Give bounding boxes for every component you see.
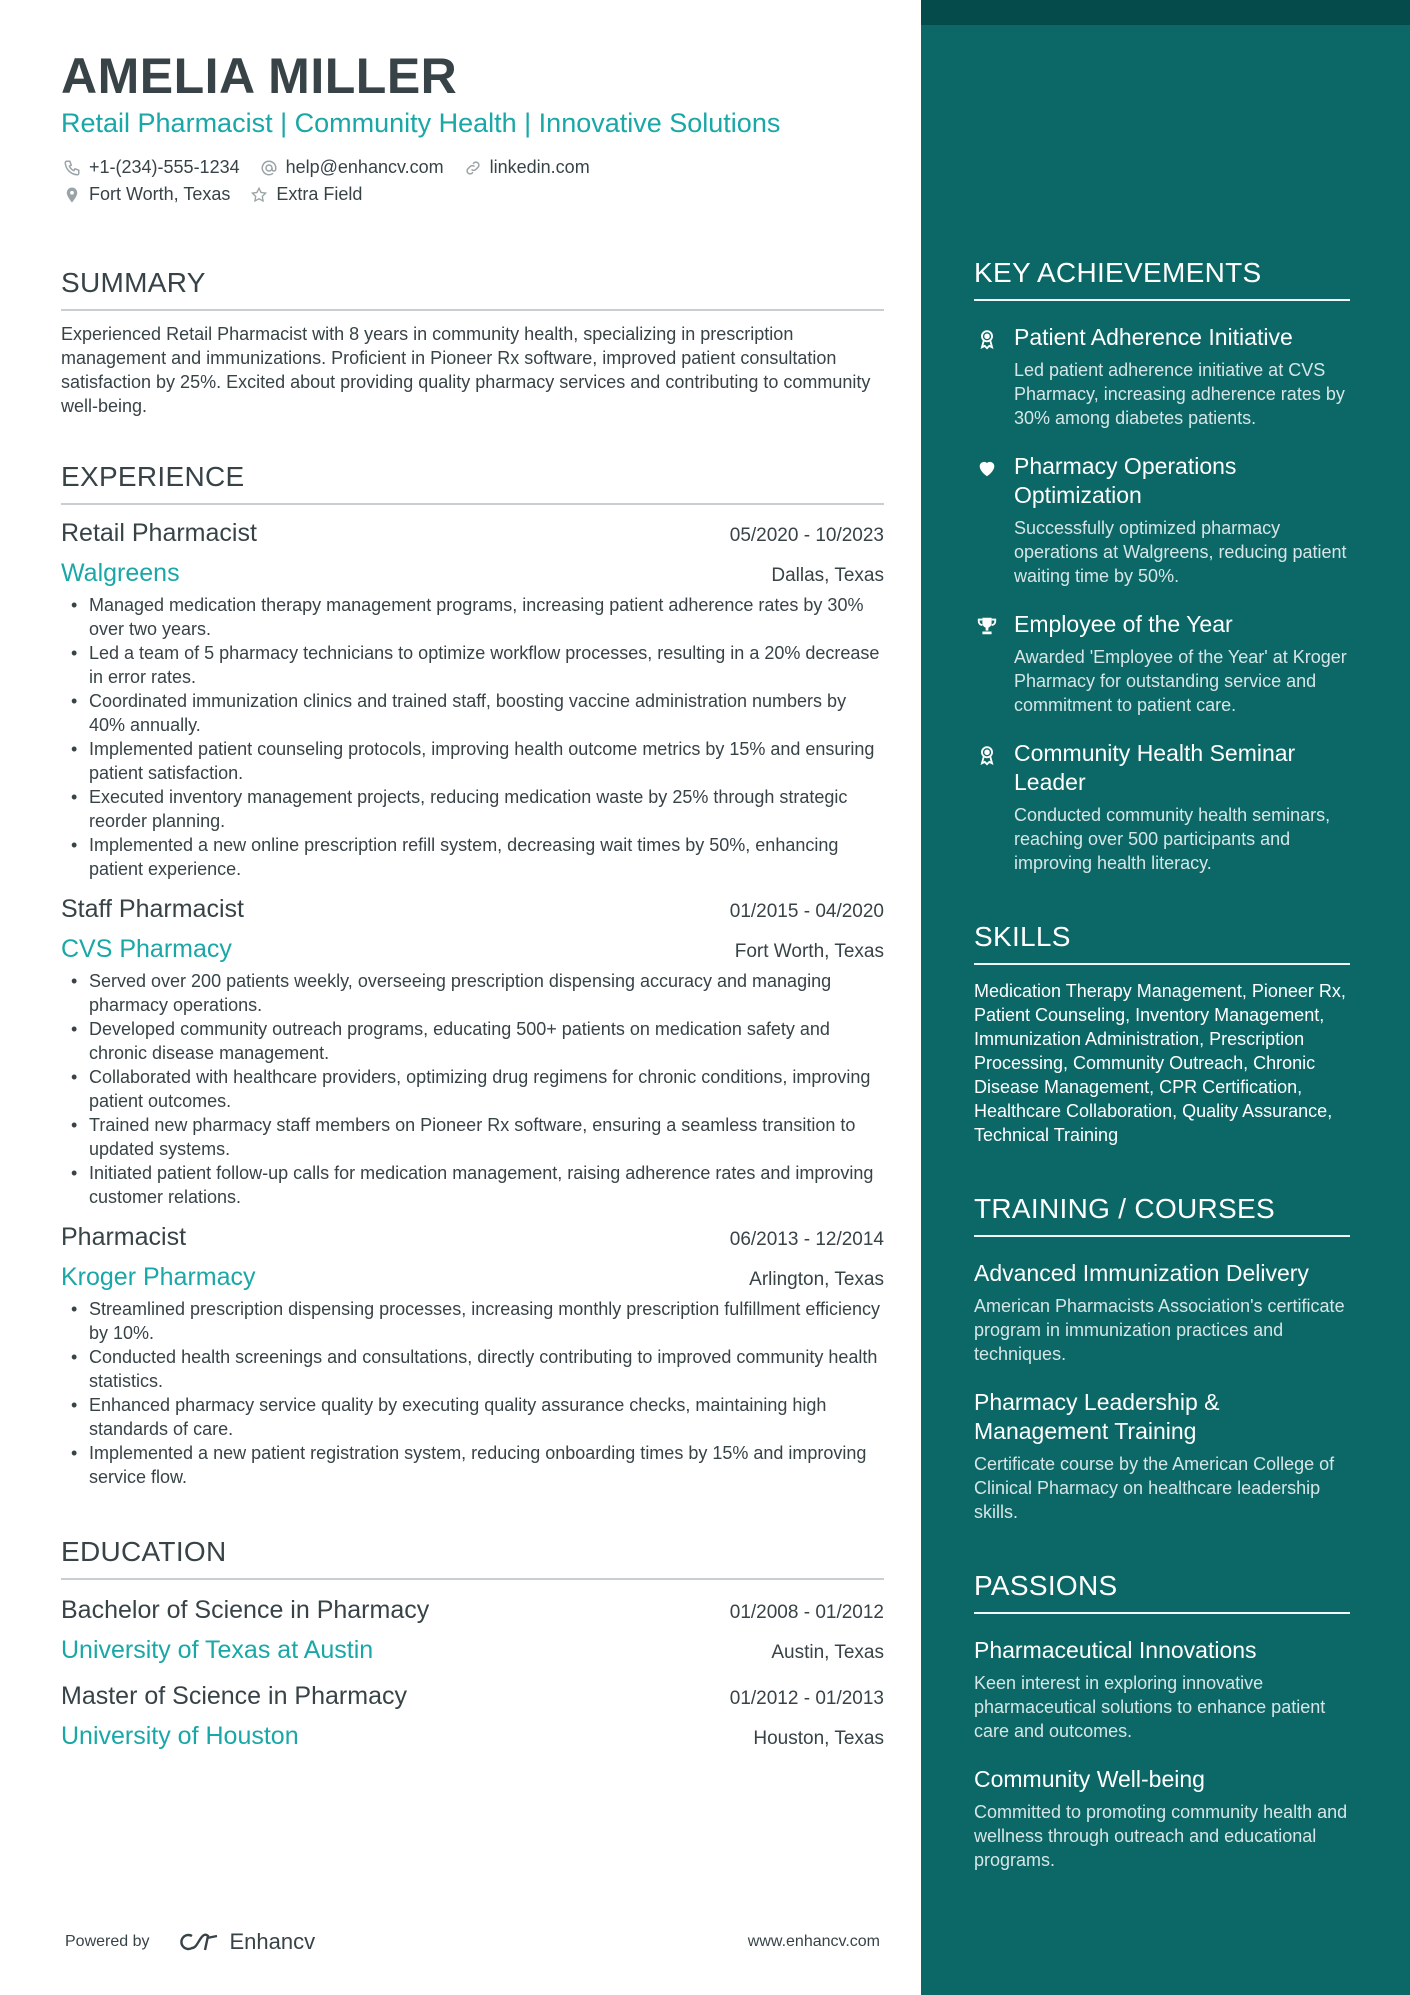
school-name: University of Houston xyxy=(61,1722,299,1750)
location-text: Fort Worth, Texas xyxy=(89,184,231,204)
passion-item xyxy=(974,1765,1350,1872)
linkedin-text[interactable]: linkedin.com xyxy=(489,157,590,177)
degree-title: Master of Science in Pharmacy xyxy=(61,1682,407,1710)
job-title: Staff Pharmacist xyxy=(61,895,244,923)
school-name: University of Texas at Austin xyxy=(61,1636,374,1664)
job-title: Retail Pharmacist xyxy=(61,519,257,547)
section-heading: SKILLS xyxy=(974,921,1071,952)
degree-title: Bachelor of Science in Pharmacy xyxy=(61,1596,430,1624)
training-desc: Certificate course by the American College of Clinical Pharmacy on healthcare leadership skills. xyxy=(974,1454,1335,1522)
section-heading: TRAINING / COURSES xyxy=(974,1193,1275,1224)
achievement-item xyxy=(974,452,1350,588)
passions-section xyxy=(974,1568,1350,1872)
education-entry xyxy=(61,1594,884,1666)
passion-title: Pharmaceutical Innovations xyxy=(974,1637,1257,1663)
achievement-desc: Awarded 'Employee of the Year' at Kroger Pharmacy for outstanding service and commitment to patient care. xyxy=(1014,647,1347,715)
bullet-item: • Managed medication therapy management programs, increasing patient adherence rates by 30% over two years. xyxy=(61,593,884,641)
job-date: 06/2013 - 12/2014 xyxy=(729,1229,884,1250)
passion-title: Community Well-being xyxy=(974,1766,1205,1792)
education-date: 01/2008 - 01/2012 xyxy=(729,1602,884,1623)
summary-text: Experienced Retail Pharmacist with 8 years in community health, specializing in prescription management and immunizations. Proficient in Pioneer Rx software, improved patient consultation satisfaction by 25%. Excited about providing quality pharmacy services and contributing to community well-being. xyxy=(61,324,871,416)
company-name: Walgreens xyxy=(61,559,180,587)
job-date: 01/2015 - 04/2020 xyxy=(729,901,884,922)
bullet-item: • Collaborated with healthcare providers, optimizing drug regimens for chronic conditions, improving patient outcomes. xyxy=(61,1065,884,1113)
contact-linkedin[interactable] xyxy=(462,157,590,179)
divider xyxy=(974,1235,1350,1237)
company-name: CVS Pharmacy xyxy=(61,935,232,963)
divider xyxy=(974,299,1350,301)
job-entry xyxy=(61,517,884,881)
extra-text: Extra Field xyxy=(276,184,363,204)
passion-item xyxy=(974,1636,1350,1743)
achievement-title: Patient Adherence Initiative xyxy=(1014,324,1293,350)
divider xyxy=(61,1578,884,1580)
education-entry xyxy=(61,1680,884,1752)
job-entry xyxy=(61,1221,884,1489)
training-item xyxy=(974,1388,1350,1524)
award-icon xyxy=(974,323,1000,430)
award-icon xyxy=(974,739,1000,875)
bullet-item: • Trained new pharmacy staff members on Pioneer Rx software, ensuring a seamless transition to updated systems. xyxy=(61,1113,884,1161)
job-date: 05/2020 - 10/2023 xyxy=(729,525,884,546)
trophy-icon xyxy=(974,610,1000,717)
achievement-title: Community Health Seminar Leader xyxy=(1014,740,1296,795)
job-bullets xyxy=(61,1297,884,1489)
bullet-item: • Conducted health screenings and consultations, directly contributing to improved community health statistics. xyxy=(61,1345,884,1393)
footer-website[interactable]: www.enhancv.com xyxy=(747,1933,880,1950)
bullet-item: • Enhanced pharmacy service quality by executing quality assurance checks, maintaining high standards of care. xyxy=(61,1393,884,1441)
bullet-item: • Implemented patient counseling protocols, improving health outcome metrics by 15% and ensuring patient satisfaction. xyxy=(61,737,884,785)
brand-name: Enhancv xyxy=(229,1929,316,1954)
contact-location xyxy=(61,184,230,206)
summary-section xyxy=(61,265,884,418)
job-title: Pharmacist xyxy=(61,1223,187,1251)
at-icon xyxy=(258,157,280,179)
phone-icon xyxy=(61,157,83,179)
achievement-item xyxy=(974,323,1350,430)
divider xyxy=(61,503,884,505)
education-date: 01/2012 - 01/2013 xyxy=(729,1688,884,1709)
divider xyxy=(974,1612,1350,1614)
job-entry xyxy=(61,893,884,1209)
bullet-item: • Led a team of 5 pharmacy technicians to optimize workflow processes, resulting in a 20% decrease in error rates. xyxy=(61,641,884,689)
candidate-title: Retail Pharmacist | Community Health | Innovative Solutions xyxy=(61,108,781,138)
divider xyxy=(974,963,1350,965)
star-icon xyxy=(248,184,270,206)
bullet-item: • Implemented a new patient registration system, reducing onboarding times by 15% and improving service flow. xyxy=(61,1441,884,1489)
bullet-item: • Executed inventory management projects, reducing medication waste by 25% through strategic reorder planning. xyxy=(61,785,884,833)
training-desc: American Pharmacists Association's certificate program in immunization practices and techniques. xyxy=(974,1296,1345,1364)
training-title: Pharmacy Leadership & Management Training xyxy=(974,1389,1220,1444)
passion-desc: Keen interest in exploring innovative pharmaceutical solutions to enhance patient care and outcomes. xyxy=(974,1673,1326,1741)
sidebar-top-band xyxy=(921,0,1410,25)
education-section xyxy=(61,1534,884,1752)
candidate-name: AMELIA MILLER xyxy=(61,48,458,104)
divider xyxy=(61,309,884,311)
training-item xyxy=(974,1259,1350,1366)
training-title: Advanced Immunization Delivery xyxy=(974,1260,1309,1286)
phone-text: +1-(234)-555-1234 xyxy=(89,157,240,177)
bullet-item: • Implemented a new online prescription refill system, decreasing wait times by 50%, enhancing patient experience. xyxy=(61,833,884,881)
powered-by xyxy=(65,1929,315,1955)
training-section xyxy=(974,1191,1350,1524)
job-bullets xyxy=(61,593,884,881)
achievement-title: Pharmacy Operations Optimization xyxy=(1014,453,1237,508)
powered-by-text: Powered by xyxy=(65,1933,150,1950)
bullet-item: • Streamlined prescription dispensing processes, increasing monthly prescription fulfillment efficiency by 10%. xyxy=(61,1297,884,1345)
achievement-desc: Led patient adherence initiative at CVS Pharmacy, increasing adherence rates by 30% among diabetes patients. xyxy=(1014,360,1345,428)
footer xyxy=(65,1927,880,1957)
job-location: Arlington, Texas xyxy=(749,1269,884,1290)
company-name: Kroger Pharmacy xyxy=(61,1263,256,1291)
enhancv-logo-icon xyxy=(176,1930,222,1954)
section-heading: EDUCATION xyxy=(61,1536,227,1567)
sidebar-content xyxy=(974,255,1350,1872)
section-heading: EXPERIENCE xyxy=(61,461,245,492)
achievement-desc: Conducted community health seminars, reaching over 500 participants and improving health literacy. xyxy=(1014,805,1331,873)
section-heading: KEY ACHIEVEMENTS xyxy=(974,257,1262,288)
enhancv-logo[interactable] xyxy=(176,1929,316,1955)
school-location: Houston, Texas xyxy=(753,1728,884,1749)
bullet-item: • Developed community outreach programs, educating 500+ patients on medication safety and chronic disease management. xyxy=(61,1017,884,1065)
contact-email[interactable] xyxy=(258,157,444,179)
skills-section xyxy=(974,919,1350,1147)
main-column xyxy=(61,48,884,1752)
bullet-item: • Initiated patient follow-up calls for medication management, raising adherence rates and improving customer relations. xyxy=(61,1161,884,1209)
bullet-item: • Served over 200 patients weekly, overseeing prescription dispensing accuracy and managing pharmacy operations. xyxy=(61,969,884,1017)
skills-text: Medication Therapy Management, Pioneer Rx, Patient Counseling, Inventory Management, Immunization Administration, Prescription Processing, Community Outreach, Chronic Disease Management, CPR Certification, Healthcare Collaboration, Quality Assurance, Technical Training xyxy=(974,981,1346,1145)
experience-section xyxy=(61,459,884,1489)
job-location: Dallas, Texas xyxy=(771,565,884,586)
school-location: Austin, Texas xyxy=(771,1642,884,1663)
heart-icon xyxy=(974,452,1000,588)
link-icon xyxy=(462,157,484,179)
achievement-item xyxy=(974,610,1350,717)
section-heading: PASSIONS xyxy=(974,1570,1118,1601)
section-heading: SUMMARY xyxy=(61,267,206,298)
contact-info xyxy=(61,154,884,208)
email-text[interactable]: help@enhancv.com xyxy=(285,157,444,177)
achievement-desc: Successfully optimized pharmacy operations at Walgreens, reducing patient waiting time by 50%. xyxy=(1014,518,1347,586)
passion-desc: Committed to promoting community health and wellness through outreach and educational programs. xyxy=(974,1802,1348,1870)
bullet-item: • Coordinated immunization clinics and trained staff, boosting vaccine administration numbers by 40% annually. xyxy=(61,689,884,737)
achievement-item xyxy=(974,739,1350,875)
contact-extra xyxy=(248,184,362,206)
achievement-title: Employee of the Year xyxy=(1014,611,1233,637)
contact-phone xyxy=(61,157,240,179)
achievements-section xyxy=(974,255,1350,875)
sidebar xyxy=(921,0,1410,1995)
location-pin-icon xyxy=(61,184,83,206)
job-location: Fort Worth, Texas xyxy=(734,941,884,962)
job-bullets xyxy=(61,969,884,1209)
